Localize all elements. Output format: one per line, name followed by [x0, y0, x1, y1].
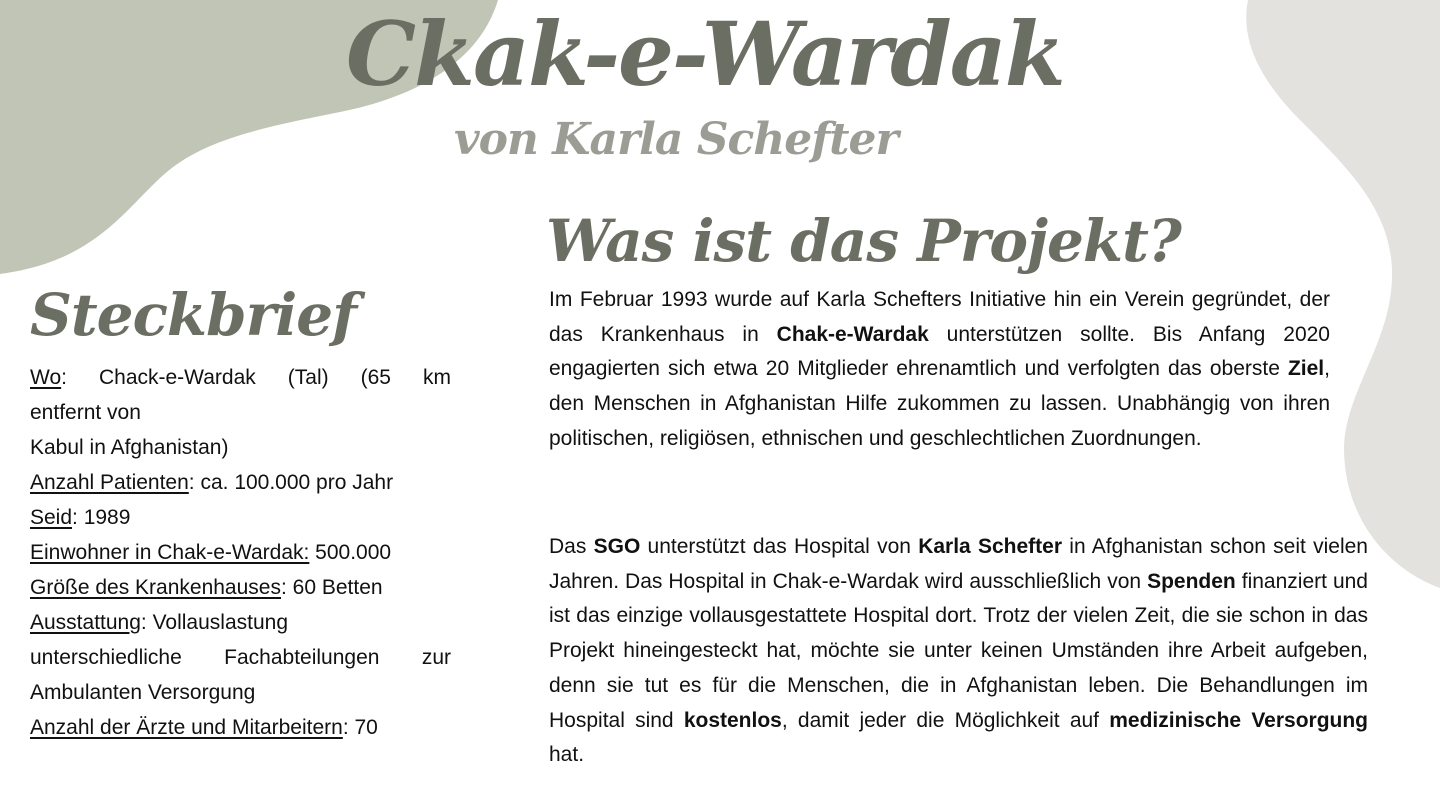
fact-location-line3: Kabul in Afghanistan)	[30, 436, 229, 459]
fact-hospital-size	[30, 570, 451, 605]
fact-value: : 70	[342, 716, 378, 739]
fact-value: : Chack-e-Wardak (Tal) (65 km	[61, 366, 451, 389]
fact-label: Anzahl Patienten	[30, 471, 189, 494]
fact-since	[30, 500, 451, 535]
fact-patients	[30, 465, 451, 500]
fact-equipment-line3: Ambulanten Versorgung	[30, 681, 256, 704]
bold-run: kostenlos	[683, 708, 782, 732]
fact-value: : 1989	[72, 506, 131, 529]
project-paragraph-2	[549, 530, 1368, 773]
fact-label: Seid	[30, 506, 73, 529]
fact-label: Größe des Krankenhauses	[30, 576, 281, 599]
page-title: Ckak-e-Wardak	[346, 2, 1064, 106]
bold-run: Spenden	[1147, 569, 1236, 593]
bold-run: Ziel	[1287, 357, 1325, 381]
project-paragraph-1	[549, 283, 1330, 457]
fact-residents	[30, 535, 451, 570]
project-heading: Was ist das Projekt?	[546, 207, 1181, 275]
fact-equipment-line2: unterschiedliche Fachabteilungen zur	[30, 646, 451, 669]
fact-label: Anzahl der Ärzte und Mitarbeitern	[30, 716, 343, 739]
bold-run: SGO	[593, 535, 641, 558]
fact-value: : 60 Betten	[280, 576, 383, 599]
page-subtitle: von Karla Schefter	[454, 114, 898, 165]
bold-run: Chak-e-Wardak	[776, 322, 929, 346]
text-run: finanziert und ist das einzige vollausgestattete Hospital dort. Trotz der vielen Zeit, die sie schon in das Projekt hineingesteckt hat, möchte sie unter keinen Umständen ihre Arbeit aufgeben, denn sie tut es für die Menschen, die in Afghanistan leben. Die Behandlungen im Hospital sind	[549, 569, 1368, 732]
text-run: in Afghanistan schon seit vielen Jahren. Das Hospital in Chak-e-Wardak wird ausschließlich von	[549, 535, 1368, 593]
fact-value: : ca. 100.000 pro Jahr	[188, 471, 394, 494]
text-run: hat.	[549, 743, 585, 767]
fact-staff	[30, 710, 451, 745]
text-run: Das	[549, 535, 594, 558]
fact-equipment	[30, 605, 451, 640]
fact-value: : Vollauslastung	[140, 611, 289, 634]
text-run: , den Menschen in Afghanistan Hilfe zukommen zu lassen. Unabhängig von ihren politischen, religiösen, ethnischen und geschlechtlichen Zuordnungen.	[549, 357, 1330, 450]
fact-label: Einwohner in Chak-e-Wardak:	[30, 541, 310, 564]
steckbrief-list	[30, 360, 451, 745]
text-run: unterstützen sollte. Bis Anfang 2020 engagierten sich etwa 20 Mitglieder ehrenamtlich und verfolgten das oberste	[549, 322, 1330, 381]
bold-run: Karla Schefter	[918, 535, 1063, 558]
steckbrief-heading: Steckbrief	[30, 281, 357, 349]
fact-value: 500.000	[309, 541, 392, 564]
text-run: Im Februar 1993 wurde auf Karla Schefters Initiative hin ein Verein gegründet, der das Krankenhaus in	[549, 288, 1330, 346]
text-run: , damit jeder die Möglichkeit auf	[781, 708, 1110, 732]
text-run: unterstützt das Hospital von	[640, 535, 919, 558]
fact-label: Wo	[30, 366, 62, 389]
fact-location	[30, 360, 451, 395]
fact-location-line2: entfernt von	[30, 401, 141, 424]
bold-run: medizinische Versorgung	[1109, 708, 1369, 732]
fact-label: Ausstattung	[30, 611, 141, 634]
